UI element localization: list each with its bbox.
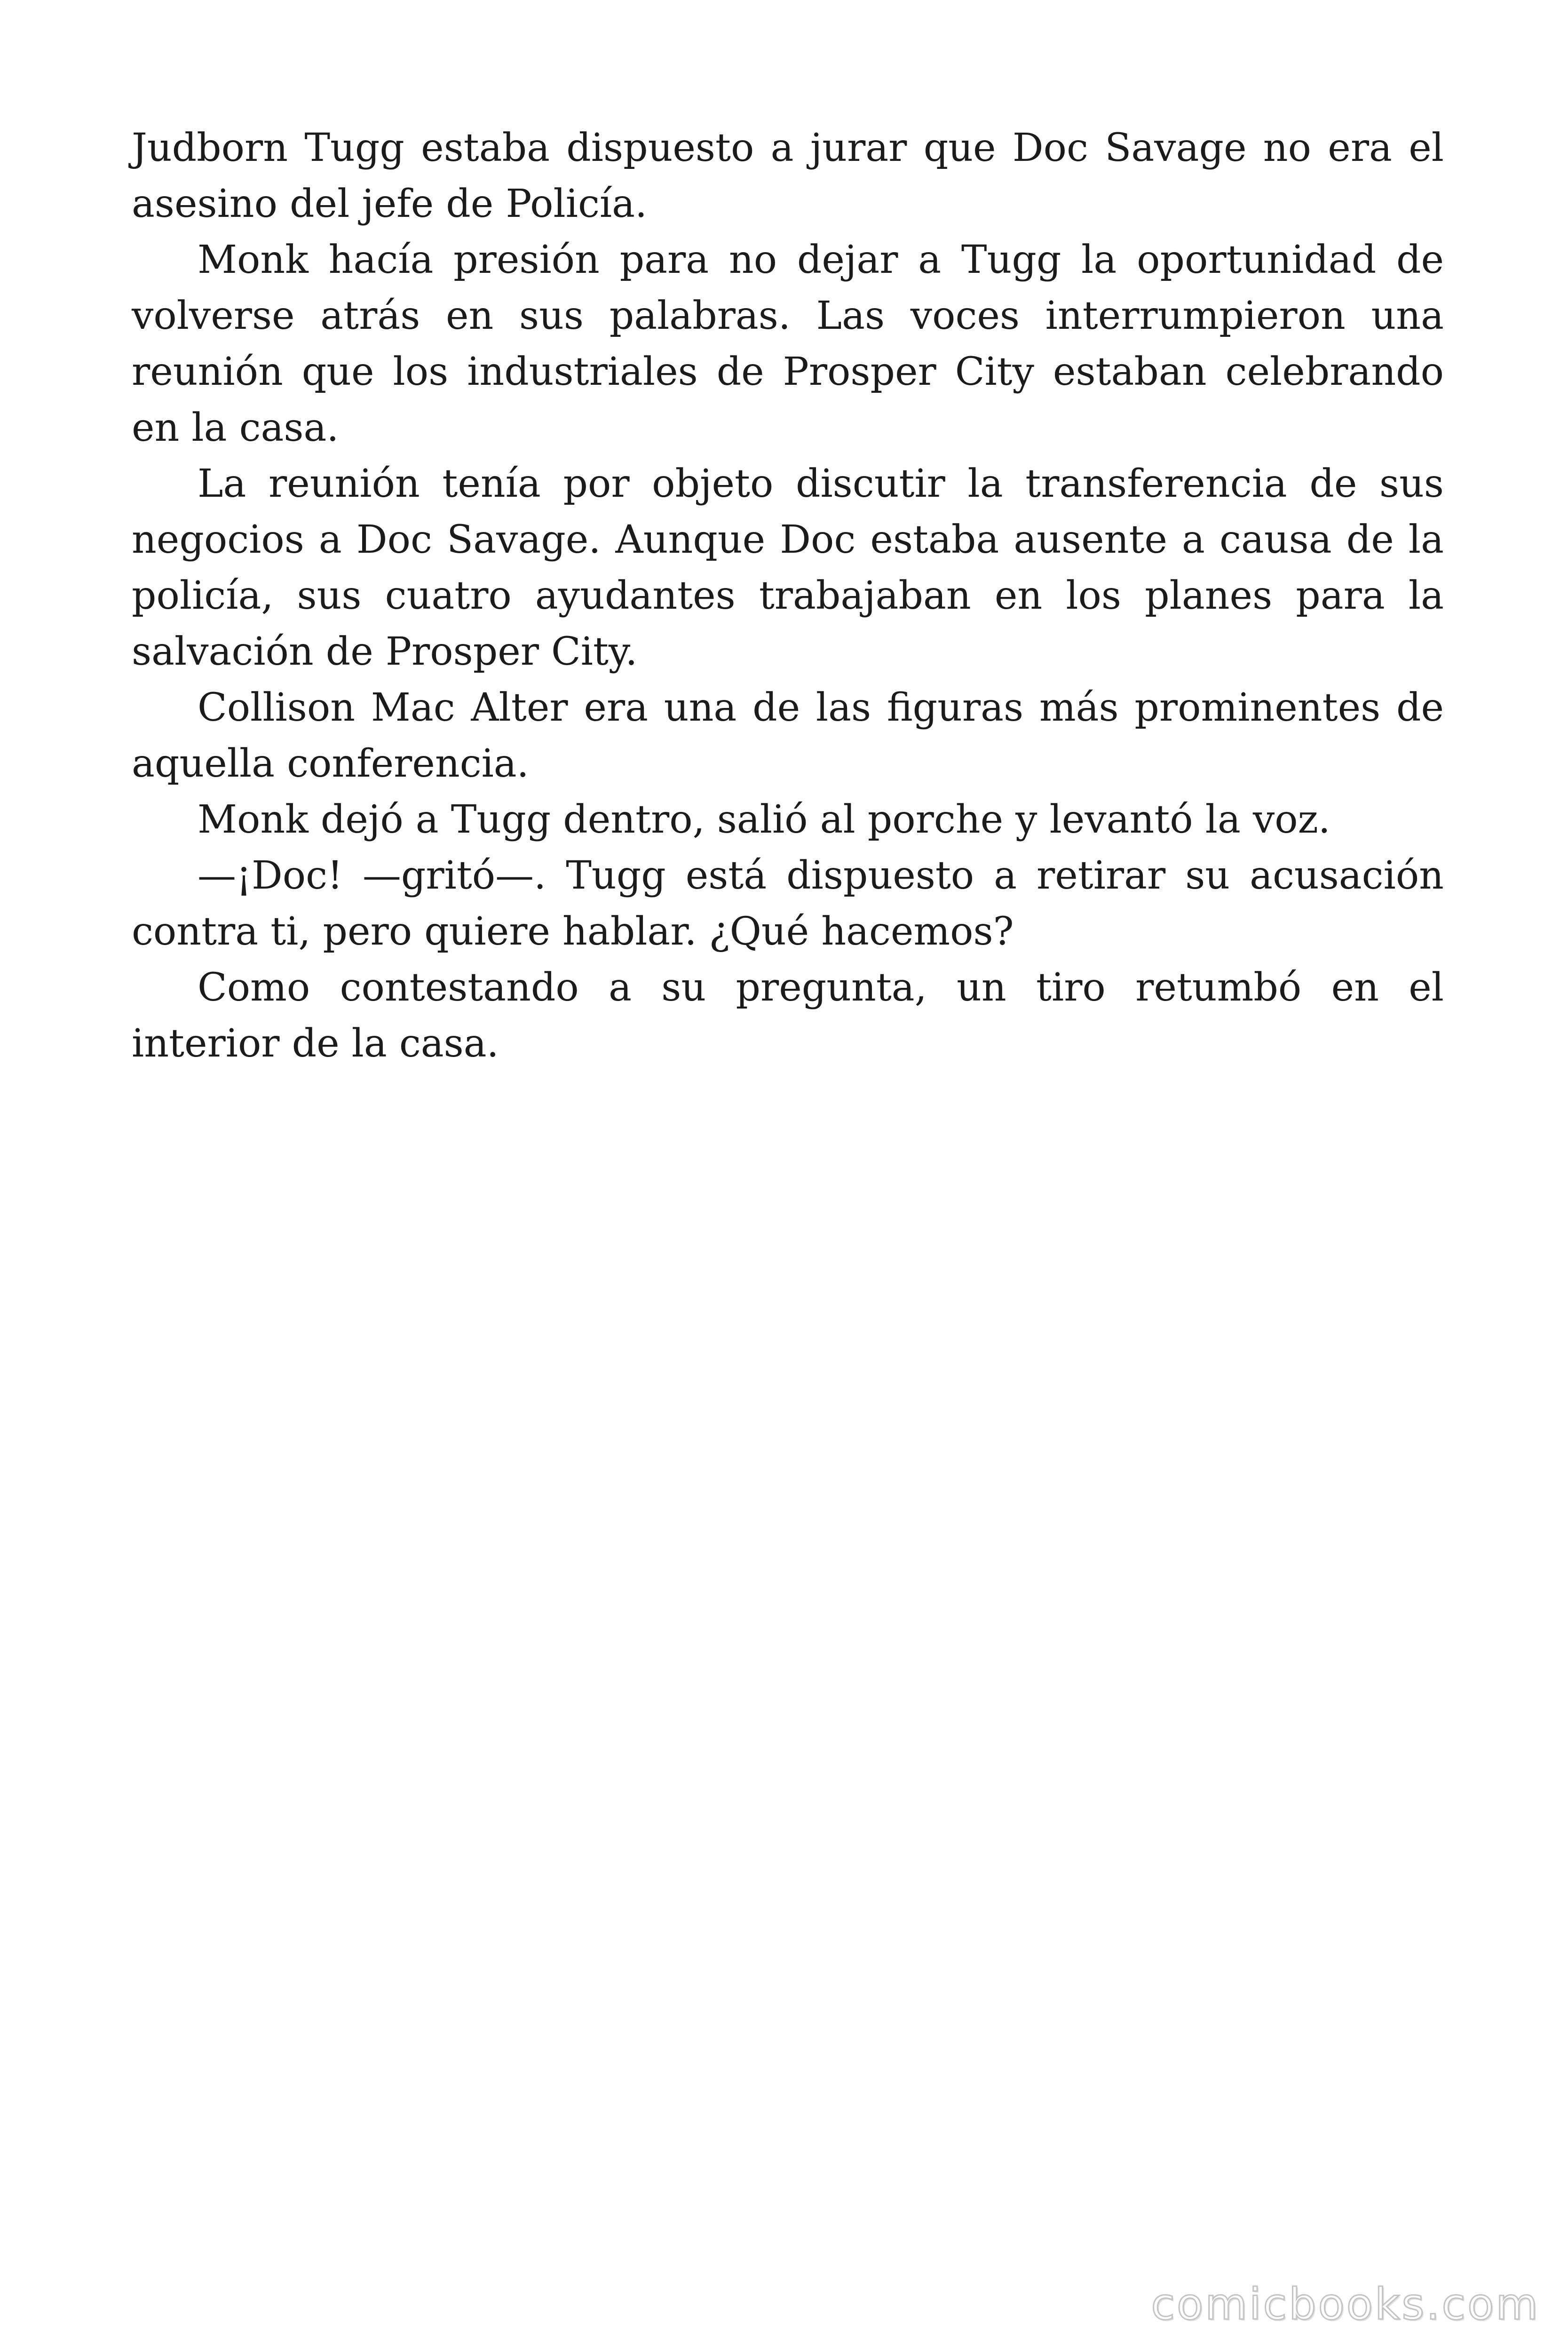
paragraph: Monk hacía presión para no dejar a Tugg la oportunidad de volverse atrás en sus palabras. Las voces interrumpieron una reunión que los industriales de Prosper City estaban celebrando en la casa. [132,238,1444,450]
paragraph: —¡Doc! —gritó—. Tugg está dispuesto a retirar su acusación contra ti, pero quiere hablar. ¿Qué hacemos? [132,853,1444,954]
paragraph: Como contestando a su pregunta, un tiro retumbó en el interior de la casa. [132,965,1444,1066]
paragraph: La reunión tenía por objeto discutir la transferencia de sus negocios a Doc Savage. Aunque Doc estaba ausente a causa de la policía, sus cuatro ayudantes trabajaban en los planes para la salvación de Prosper City. [132,461,1444,674]
watermark: comicbooks.com [1151,2279,1540,2329]
paragraph: Collison Mac Alter era una de las figuras más prominentes de aquella conferencia. [132,685,1444,786]
paragraph: Judborn Tugg estaba dispuesto a jurar que Doc Savage no era el asesino del jefe de Policía. [132,126,1444,226]
paragraph: Monk dejó a Tugg dentro, salió al porche y levantó la voz. [198,797,1330,842]
body-text [132,120,1444,1072]
